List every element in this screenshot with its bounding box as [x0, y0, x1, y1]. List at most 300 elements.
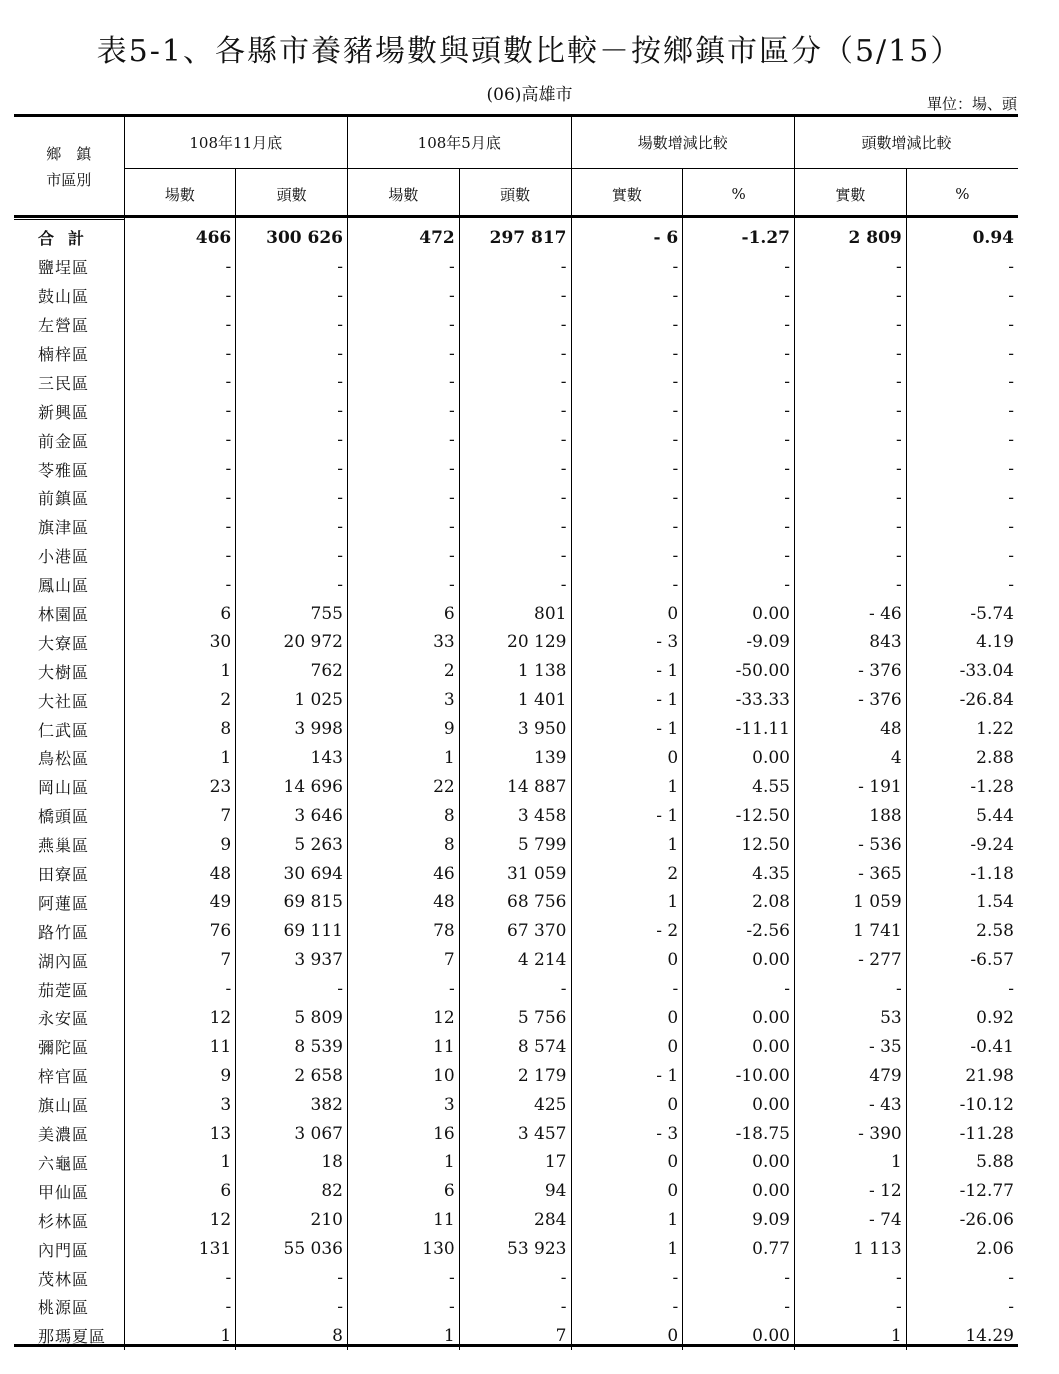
region-name-cell: 林園區	[14, 599, 124, 628]
sub-header: %	[683, 169, 795, 220]
region-name-cell: 杉林區	[14, 1206, 124, 1235]
table-row	[14, 339, 1018, 368]
value-cell: - 46	[795, 599, 907, 628]
value-cell: 6	[124, 599, 236, 628]
group-header-may: 108年5月底	[348, 116, 572, 169]
value-cell: -18.75	[683, 1119, 795, 1148]
value-cell: 3 458	[459, 801, 571, 830]
value-cell: 3 998	[236, 715, 348, 744]
value-cell: 1 741	[795, 917, 907, 946]
value-cell: 2.06	[976, 1239, 1014, 1260]
value-cell: -33.04	[959, 661, 1014, 682]
value-cell: 48	[795, 715, 907, 744]
page-subtitle: (06)高雄市	[486, 85, 573, 105]
group-header-nov: 108年11月底	[124, 116, 348, 169]
value-cell: - 1	[571, 1061, 683, 1090]
value-cell: - 1	[571, 801, 683, 830]
value-cell: -	[571, 310, 683, 339]
value-cell: -	[236, 339, 348, 368]
value-cell: 0.00	[683, 1004, 795, 1033]
table-row	[14, 1061, 1018, 1090]
value-cell: 9.09	[683, 1206, 795, 1235]
value-cell: 8 574	[459, 1032, 571, 1061]
region-name-cell: 鼓山區	[14, 281, 124, 310]
value-cell: 0.00	[683, 1177, 795, 1206]
value-cell: 55 036	[236, 1235, 348, 1264]
value-cell: 7	[348, 946, 460, 975]
region-name-cell: 苓雅區	[14, 455, 124, 484]
value-cell: -	[348, 252, 460, 281]
value-cell: -33.33	[683, 686, 795, 715]
value-cell: 0.00	[683, 946, 795, 975]
value-cell: -26.06	[959, 1210, 1014, 1231]
value-cell: 3 950	[459, 715, 571, 744]
value-cell: 2.08	[683, 888, 795, 917]
table-row	[14, 657, 1018, 686]
value-cell: -50.00	[683, 657, 795, 686]
value-cell: 0	[571, 1004, 683, 1033]
region-name-cell: 永安區	[14, 1004, 124, 1033]
table-row	[14, 686, 1018, 715]
value-cell: -	[1008, 574, 1014, 595]
value-cell: -	[236, 310, 348, 339]
value-cell: 382	[236, 1090, 348, 1119]
value-cell: 284	[459, 1206, 571, 1235]
value-cell: 22	[348, 772, 460, 801]
value-cell: 4.35	[683, 859, 795, 888]
value-cell: - 43	[795, 1090, 907, 1119]
value-cell: 0	[571, 946, 683, 975]
value-cell: -	[348, 455, 460, 484]
value-cell: -	[683, 1264, 795, 1293]
value-cell: -	[348, 310, 460, 339]
value-cell: -	[459, 426, 571, 455]
value-cell: 82	[236, 1177, 348, 1206]
table-row	[14, 455, 1018, 484]
region-name-cell: 燕巢區	[14, 830, 124, 859]
value-cell: -	[1008, 430, 1014, 451]
value-cell: -	[1008, 459, 1014, 480]
region-name-cell: 新興區	[14, 397, 124, 426]
value-cell: -0.41	[970, 1036, 1014, 1057]
value-cell: 3 646	[236, 801, 348, 830]
table-row	[14, 917, 1018, 946]
region-name-cell: 岡山區	[14, 772, 124, 801]
value-cell: 7	[124, 946, 236, 975]
value-cell: - 2	[571, 917, 683, 946]
table-row	[14, 541, 1018, 570]
table-row	[14, 1004, 1018, 1033]
value-cell: 210	[236, 1206, 348, 1235]
value-cell: 21.98	[965, 1065, 1014, 1086]
value-cell: -	[459, 975, 571, 1004]
value-cell: 1 059	[795, 888, 907, 917]
value-cell: 23	[124, 772, 236, 801]
value-cell: -9.24	[970, 834, 1014, 855]
value-cell: -	[236, 426, 348, 455]
table-row	[14, 888, 1018, 917]
region-name-cell: 橋頭區	[14, 801, 124, 830]
value-cell: 10	[348, 1061, 460, 1090]
value-cell: -	[124, 426, 236, 455]
value-cell: -	[571, 339, 683, 368]
value-cell: 0	[571, 1148, 683, 1177]
value-cell: -9.09	[683, 628, 795, 657]
value-cell: 46	[348, 859, 460, 888]
value-cell: 76	[124, 917, 236, 946]
value-cell: -	[124, 484, 236, 513]
region-name-cell: 湖內區	[14, 946, 124, 975]
value-cell: 12	[124, 1206, 236, 1235]
table-row	[14, 397, 1018, 426]
value-cell: -	[236, 1264, 348, 1293]
table-row	[14, 426, 1018, 455]
value-cell: 801	[459, 599, 571, 628]
value-cell: -	[348, 397, 460, 426]
region-name-cell: 三民區	[14, 368, 124, 397]
value-cell: 1 401	[459, 686, 571, 715]
value-cell: 14 887	[459, 772, 571, 801]
value-cell: 1	[348, 1148, 460, 1177]
value-cell: -	[571, 541, 683, 570]
value-cell: 472	[348, 219, 460, 252]
value-cell: -	[124, 281, 236, 310]
table-row	[14, 310, 1018, 339]
value-cell: -	[795, 397, 907, 426]
table-row	[14, 1264, 1018, 1293]
value-cell: 16	[348, 1119, 460, 1148]
value-cell: 6	[124, 1177, 236, 1206]
value-cell: 188	[795, 801, 907, 830]
value-cell: 1	[795, 1321, 907, 1350]
value-cell: - 35	[795, 1032, 907, 1061]
value-cell: -1.18	[970, 863, 1014, 884]
value-cell: 9	[124, 1061, 236, 1090]
value-cell: -	[236, 397, 348, 426]
value-cell: -	[459, 512, 571, 541]
value-cell: -2.56	[683, 917, 795, 946]
value-cell: -	[571, 426, 683, 455]
value-cell: -	[124, 252, 236, 281]
value-cell: 69 111	[236, 917, 348, 946]
value-cell: 2.88	[976, 747, 1014, 768]
value-cell: -	[348, 484, 460, 513]
value-cell: -11.28	[959, 1123, 1014, 1144]
value-cell: -10.12	[959, 1094, 1014, 1115]
value-cell: -	[795, 368, 907, 397]
value-cell: -	[683, 975, 795, 1004]
value-cell: -	[571, 368, 683, 397]
value-cell: -	[348, 570, 460, 599]
sub-header: 場數	[348, 169, 460, 220]
region-name-cell: 小港區	[14, 541, 124, 570]
value-cell: -	[459, 570, 571, 599]
value-cell: 8 539	[236, 1032, 348, 1061]
value-cell: -	[683, 281, 795, 310]
region-name-cell: 鳥松區	[14, 744, 124, 773]
region-name-cell: 鳳山區	[14, 570, 124, 599]
value-cell: 78	[348, 917, 460, 946]
value-cell: 1.22	[976, 719, 1014, 740]
value-cell: -	[124, 368, 236, 397]
region-name-cell: 阿蓮區	[14, 888, 124, 917]
value-cell: -	[683, 1292, 795, 1321]
value-cell: 1	[571, 1235, 683, 1264]
value-cell: -	[459, 397, 571, 426]
region-name-cell: 合計	[14, 219, 124, 252]
value-cell: -	[571, 512, 683, 541]
value-cell: 1	[124, 1148, 236, 1177]
value-cell: 1	[124, 744, 236, 773]
value-cell: -	[571, 1292, 683, 1321]
value-cell: - 74	[795, 1206, 907, 1235]
value-cell: -	[795, 455, 907, 484]
value-cell: -	[459, 281, 571, 310]
value-cell: -	[236, 455, 348, 484]
table-row	[14, 859, 1018, 888]
value-cell: 5.88	[976, 1152, 1014, 1173]
unit-label: 單位：場、頭	[926, 95, 1017, 113]
value-cell: -	[236, 368, 348, 397]
value-cell: 5 809	[236, 1004, 348, 1033]
region-name-cell: 美濃區	[14, 1119, 124, 1148]
table-row	[14, 715, 1018, 744]
value-cell: -	[124, 455, 236, 484]
value-cell: 8	[348, 801, 460, 830]
value-cell: - 3	[571, 628, 683, 657]
sub-header: 實數	[795, 169, 907, 220]
value-cell: -	[571, 484, 683, 513]
page-title: 表5-1、各縣市養豬場數與頭數比較－按鄉鎮市區分（5/15）	[96, 34, 963, 69]
value-cell: 1	[348, 744, 460, 773]
value-cell: 17	[459, 1148, 571, 1177]
value-cell: -	[795, 1292, 907, 1321]
value-cell: -	[459, 455, 571, 484]
value-cell: 48	[124, 859, 236, 888]
value-cell: 11	[348, 1032, 460, 1061]
region-name-cell: 仁武區	[14, 715, 124, 744]
value-cell: 53	[795, 1004, 907, 1033]
table-row	[14, 1206, 1018, 1235]
value-cell: -	[683, 541, 795, 570]
value-cell: 33	[348, 628, 460, 657]
value-cell: -	[1008, 487, 1014, 508]
value-cell: 14 696	[236, 772, 348, 801]
value-cell: 0	[571, 1177, 683, 1206]
value-cell: 12.50	[683, 830, 795, 859]
value-cell: -12.50	[683, 801, 795, 830]
value-cell: 843	[795, 628, 907, 657]
sub-header: 頭數	[459, 169, 571, 220]
table-row	[14, 744, 1018, 773]
value-cell: 30	[124, 628, 236, 657]
table-row	[14, 946, 1018, 975]
value-cell: -	[795, 1264, 907, 1293]
value-cell: -	[124, 975, 236, 1004]
region-name-cell: 大社區	[14, 686, 124, 715]
region-name-cell: 左營區	[14, 310, 124, 339]
sub-header: 場數	[124, 169, 236, 220]
value-cell: -	[683, 310, 795, 339]
value-cell: -	[348, 368, 460, 397]
region-name-cell: 六龜區	[14, 1148, 124, 1177]
value-cell: -	[1008, 516, 1014, 537]
value-cell: 0.00	[683, 1321, 795, 1350]
table-row	[14, 570, 1018, 599]
value-cell: -	[1008, 285, 1014, 306]
value-cell: -	[459, 252, 571, 281]
region-name-cell: 田寮區	[14, 859, 124, 888]
value-cell: 1	[571, 1206, 683, 1235]
value-cell: 300 626	[236, 219, 348, 252]
value-cell: 1	[571, 888, 683, 917]
value-cell: -	[795, 512, 907, 541]
region-name-cell: 大寮區	[14, 628, 124, 657]
value-cell: 1	[124, 1321, 236, 1350]
value-cell: -	[348, 541, 460, 570]
value-cell: 1	[795, 1148, 907, 1177]
value-cell: 1	[348, 1321, 460, 1350]
table-row	[14, 1119, 1018, 1148]
value-cell: 2	[124, 686, 236, 715]
value-cell: -	[795, 541, 907, 570]
value-cell: -	[683, 455, 795, 484]
value-cell: 3	[348, 1090, 460, 1119]
region-header-line1: 鄉 鎮	[46, 145, 92, 164]
value-cell: 0	[571, 1321, 683, 1350]
value-cell: -11.11	[683, 715, 795, 744]
region-name-cell: 旗津區	[14, 512, 124, 541]
value-cell: -	[348, 1292, 460, 1321]
value-cell: -	[124, 1264, 236, 1293]
value-cell: 1 138	[459, 657, 571, 686]
value-cell: 53 923	[459, 1235, 571, 1264]
region-name-cell: 那瑪夏區	[14, 1321, 124, 1350]
value-cell: -	[236, 484, 348, 513]
value-cell: 20 129	[459, 628, 571, 657]
value-cell: 297 817	[459, 219, 571, 252]
value-cell: 14.29	[965, 1325, 1014, 1346]
table-row	[14, 599, 1018, 628]
value-cell: 31 059	[459, 859, 571, 888]
value-cell: -	[1008, 1296, 1014, 1317]
value-cell: 1 113	[795, 1235, 907, 1264]
value-cell: -	[1008, 256, 1014, 277]
value-cell: 0.00	[683, 1090, 795, 1119]
region-name-cell: 前鎮區	[14, 484, 124, 513]
value-cell: 0.00	[683, 599, 795, 628]
value-cell: 30 694	[236, 859, 348, 888]
table-row	[14, 1321, 1018, 1350]
value-cell: - 1	[571, 715, 683, 744]
value-cell: 466	[124, 219, 236, 252]
value-cell: 5.44	[976, 805, 1014, 826]
region-name-cell: 茂林區	[14, 1264, 124, 1293]
value-cell: -	[236, 541, 348, 570]
value-cell: 0.77	[683, 1235, 795, 1264]
value-cell: 9	[348, 715, 460, 744]
region-name-cell: 梓官區	[14, 1061, 124, 1090]
value-cell: 2 658	[236, 1061, 348, 1090]
value-cell: -	[1008, 343, 1014, 364]
value-cell: -	[683, 252, 795, 281]
value-cell: 4.19	[976, 632, 1014, 653]
value-cell: 20 972	[236, 628, 348, 657]
value-cell: - 277	[795, 946, 907, 975]
value-cell: 130	[348, 1235, 460, 1264]
value-cell: 3	[124, 1090, 236, 1119]
value-cell: - 3	[571, 1119, 683, 1148]
value-cell: -12.77	[959, 1181, 1014, 1202]
value-cell: - 376	[795, 686, 907, 715]
group-header-head-change: 頭數增減比較	[795, 116, 1019, 169]
value-cell: -	[683, 426, 795, 455]
value-cell: 69 815	[236, 888, 348, 917]
value-cell: 8	[236, 1321, 348, 1350]
table-total-row	[14, 219, 1018, 252]
value-cell: 5 263	[236, 830, 348, 859]
value-cell: 2.58	[976, 921, 1014, 942]
value-cell: 3	[348, 686, 460, 715]
value-cell: 0.92	[976, 1007, 1014, 1028]
value-cell: 18	[236, 1148, 348, 1177]
value-cell: -	[571, 570, 683, 599]
value-cell: 13	[124, 1119, 236, 1148]
value-cell: -	[795, 426, 907, 455]
value-cell: -1.27	[683, 219, 795, 252]
value-cell: 49	[124, 888, 236, 917]
value-cell: -	[348, 426, 460, 455]
value-cell: -	[236, 512, 348, 541]
value-cell: -	[795, 310, 907, 339]
value-cell: - 12	[795, 1177, 907, 1206]
value-cell: -26.84	[959, 690, 1014, 711]
value-cell: -	[795, 281, 907, 310]
value-cell: - 1	[571, 686, 683, 715]
region-name-cell: 甲仙區	[14, 1177, 124, 1206]
table-row	[14, 368, 1018, 397]
value-cell: -	[348, 281, 460, 310]
value-cell: -	[459, 484, 571, 513]
value-cell: -1.28	[970, 776, 1014, 797]
table-row	[14, 628, 1018, 657]
value-cell: - 536	[795, 830, 907, 859]
sub-header: %	[955, 185, 970, 203]
value-cell: 9	[124, 830, 236, 859]
table-row	[14, 512, 1018, 541]
value-cell: 7	[459, 1321, 571, 1350]
value-cell: -	[795, 252, 907, 281]
value-cell: -	[571, 281, 683, 310]
table-row	[14, 975, 1018, 1004]
value-cell: 94	[459, 1177, 571, 1206]
value-cell: 0	[571, 744, 683, 773]
region-name-cell: 旗山區	[14, 1090, 124, 1119]
value-cell: -	[348, 339, 460, 368]
table-row	[14, 1177, 1018, 1206]
table-body	[14, 219, 1018, 1350]
region-name-cell: 桃源區	[14, 1292, 124, 1321]
value-cell: 143	[236, 744, 348, 773]
value-cell: 1 025	[236, 686, 348, 715]
table-row	[14, 252, 1018, 281]
value-cell: -	[683, 484, 795, 513]
value-cell: 0	[571, 599, 683, 628]
region-header-line2: 市區別	[46, 171, 92, 190]
value-cell: 7	[124, 801, 236, 830]
value-cell: 4	[795, 744, 907, 773]
value-cell: 0.00	[683, 1148, 795, 1177]
